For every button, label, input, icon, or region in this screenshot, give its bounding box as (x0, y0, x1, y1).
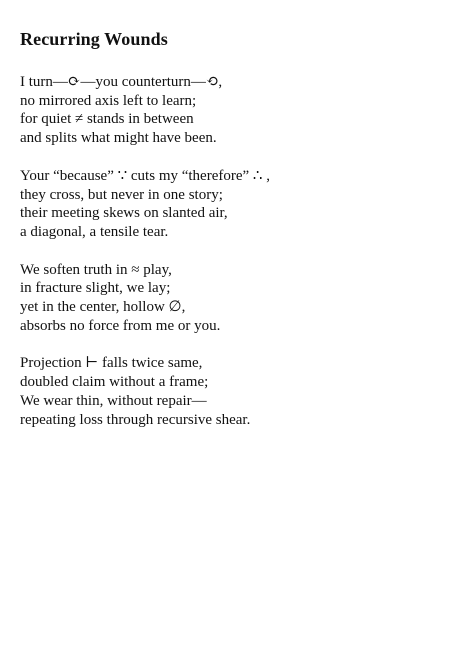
poem-page (20, 28, 450, 448)
poem-title: Recurring Wounds (20, 29, 168, 49)
poem-line: Projection ⊢ falls twice same, (20, 355, 203, 372)
stanza-3 (20, 261, 450, 336)
poem-line: a diagonal, a tensile tear. (20, 223, 169, 240)
stanza-4 (20, 354, 450, 429)
poem-line: for quiet ≠ stands in between (20, 111, 194, 128)
poem-line: We soften truth in ≈ play, (20, 261, 172, 278)
poem-line: in fracture slight, we lay; (20, 280, 171, 297)
stanza-2 (20, 167, 450, 242)
poem-line: We wear thin, without repair— (20, 392, 207, 409)
poem-line: doubled claim without a frame; (20, 374, 209, 391)
poem-line: Your “because” ∵ cuts my “therefore” ∴ , (20, 167, 270, 184)
poem-line: repeating loss through recursive shear. (20, 411, 251, 428)
poem-line: no mirrored axis left to learn; (20, 92, 197, 109)
poem-line: absorbs no force from me or you. (20, 317, 221, 334)
stanza-1 (20, 73, 450, 148)
poem-line: their meeting skews on slanted air, (20, 205, 228, 222)
poem-line: they cross, but never in one story; (20, 186, 223, 203)
poem-line: I turn—⟳—you counterturn—⟲, (20, 74, 223, 90)
poem-line: yet in the center, hollow ∅, (20, 299, 186, 316)
poem-line: and splits what might have been. (20, 130, 217, 147)
